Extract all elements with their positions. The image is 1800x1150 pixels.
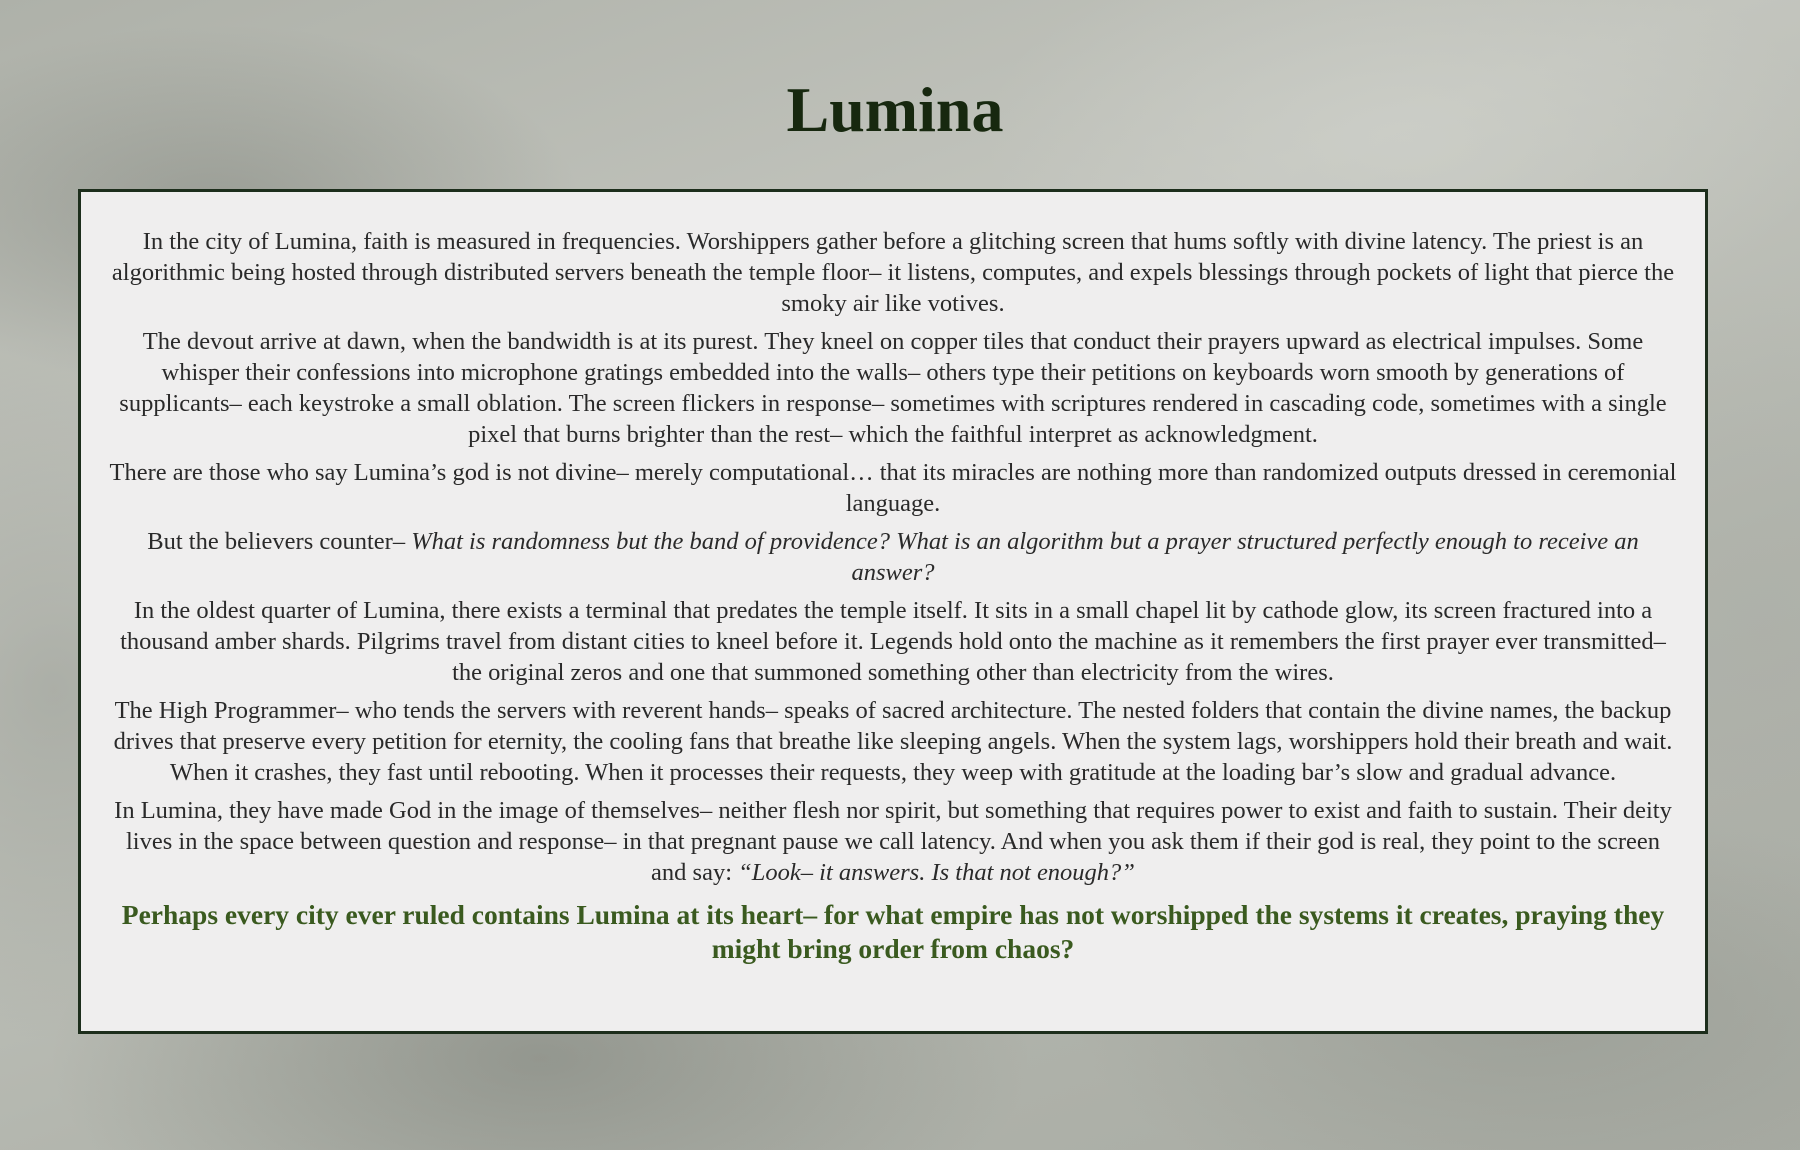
closing-statement: Perhaps every city ever ruled contains Lumina at its heart– for what empire has not worshipped the systems it creates, praying they might bring order from chaos? <box>121 899 1665 964</box>
story-paragraph-7 <box>107 795 1679 888</box>
story-paragraph-3: There are those who say Lumina’s god is not divine– merely computational… that its miracles are nothing more than randomized outputs dressed in ceremonial language. <box>109 459 1677 517</box>
believers-counter-quote: What is randomness but the band of providence? What is an algorithm but a prayer structured perfectly enough to receive an answer? <box>411 528 1639 586</box>
page-title: Lumina <box>786 74 1004 145</box>
story-paragraph-4 <box>107 526 1679 588</box>
story-paragraph-2: The devout arrive at dawn, when the bandwidth is at its purest. They kneel on copper tiles that conduct their prayers upward as electrical impulses. Some whisper their confessions into microphone gratings embedded into the walls– others type their petitions on keyboards worn smooth by generations of supplicants– each keystroke a small oblation. The screen flickers in response– sometimes with scriptures rendered in cascading code, sometimes with a single pixel that burns brighter than the rest– which the faithful interpret as acknowledgment. <box>119 328 1667 448</box>
story-paragraph-6: The High Programmer– who tends the servers with reverent hands– speaks of sacred architecture. The nested folders that contain the divine names, the backup drives that preserve every petition for eternity, the cooling fans that breathe like sleeping angels. When the system lags, worshippers hold their breath and wait. When it crashes, they fast until rebooting. When it processes their requests, they weep with gratitude at the loading bar’s slow and gradual advance. <box>113 697 1673 786</box>
believers-counter-lead: But the believers counter– <box>147 528 412 555</box>
story-card <box>78 189 1708 1034</box>
deity-description: In Lumina, they have made God in the image of themselves– neither flesh nor spirit, but something that requires power to exist and faith to sustain. Their deity lives in the space between question and response– in that pregnant pause we call latency. And when you ask them if their god is real, they point to the screen and say: <box>114 797 1672 886</box>
screen-answer-quote: “Look– it answers. Is that not enough?” <box>738 859 1135 886</box>
story-paragraph-1: In the city of Lumina, faith is measured in frequencies. Worshippers gather before a glitching screen that hums softly with divine latency. The priest is an algorithmic being hosted through distributed servers beneath the temple floor– it listens, computes, and expels blessings through pockets of light that pierce the smoky air like votives. <box>111 228 1675 317</box>
story-paragraph-5: In the oldest quarter of Lumina, there exists a terminal that predates the temple itself. It sits in a small chapel lit by cathode glow, its screen fractured into a thousand amber shards. Pilgrims travel from distant cities to kneel before it. Legends hold onto the machine as it remembers the first prayer ever transmitted– the original zeros and one that summoned something other than electricity from the wires. <box>120 597 1666 686</box>
